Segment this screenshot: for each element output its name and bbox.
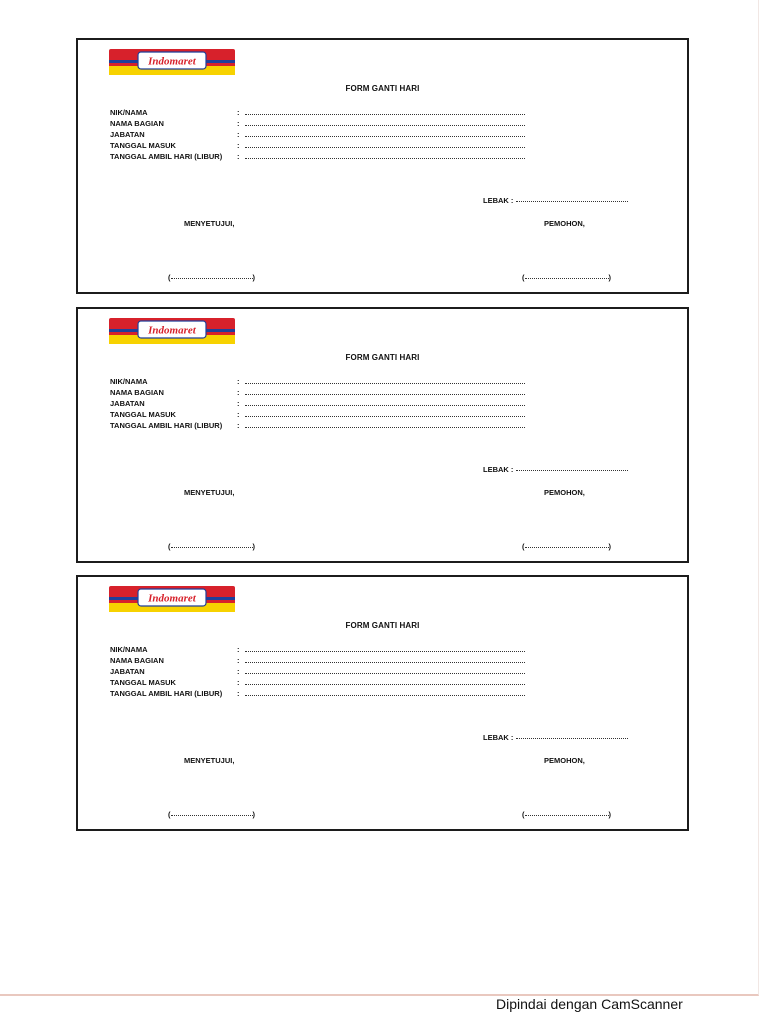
field-blank[interactable] xyxy=(245,651,525,652)
field-blank[interactable] xyxy=(245,673,525,674)
applicant-signature-line[interactable] xyxy=(522,273,611,282)
field-row xyxy=(110,118,540,129)
field-row xyxy=(110,129,540,140)
field-blank[interactable] xyxy=(245,114,525,115)
sig-open-paren: ( xyxy=(522,273,525,282)
sig-open-paren: ( xyxy=(168,810,171,819)
field-colon: : xyxy=(237,399,240,408)
place-date-blank[interactable] xyxy=(516,470,628,471)
field-colon: : xyxy=(237,645,240,654)
field-colon: : xyxy=(237,656,240,665)
applicant-label: PEMOHON, xyxy=(544,488,585,497)
approver-signature-line[interactable] xyxy=(168,273,255,282)
field-label: JABATAN xyxy=(110,130,145,139)
indomaret-logo-graphic xyxy=(109,49,235,75)
field-blank[interactable] xyxy=(245,695,525,696)
logo-text: Indomaret xyxy=(148,324,196,337)
indomaret-logo-graphic xyxy=(109,586,235,612)
signature-blank xyxy=(171,547,253,548)
applicant-signature-line[interactable] xyxy=(522,810,611,819)
field-row xyxy=(110,151,540,162)
field-colon: : xyxy=(237,119,240,128)
field-row xyxy=(110,420,540,431)
field-blank[interactable] xyxy=(245,416,525,417)
field-row xyxy=(110,409,540,420)
field-label: TANGGAL MASUK xyxy=(110,678,176,687)
signature-blank xyxy=(525,547,609,548)
form-title: FORM GANTI HARI xyxy=(345,621,420,630)
field-blank[interactable] xyxy=(245,383,525,384)
field-blank[interactable] xyxy=(245,147,525,148)
field-colon: : xyxy=(237,130,240,139)
field-label: NIK/NAMA xyxy=(110,377,148,386)
fields-block xyxy=(110,107,540,162)
field-colon: : xyxy=(237,108,240,117)
field-blank[interactable] xyxy=(245,136,525,137)
sig-close-paren: ) xyxy=(608,273,611,282)
approver-signature-line[interactable] xyxy=(168,542,255,551)
field-row xyxy=(110,387,540,398)
field-row xyxy=(110,666,540,677)
field-label: TANGGAL MASUK xyxy=(110,141,176,150)
ganti-hari-form-1 xyxy=(76,38,689,294)
field-row xyxy=(110,140,540,151)
field-row xyxy=(110,644,540,655)
place-label: LEBAK : xyxy=(483,196,514,205)
field-blank[interactable] xyxy=(245,427,525,428)
place-date-line xyxy=(483,733,628,742)
field-label: TANGGAL AMBIL HARI (LIBUR) xyxy=(110,689,223,698)
field-blank[interactable] xyxy=(245,684,525,685)
field-row xyxy=(110,376,540,387)
applicant-signature-line[interactable] xyxy=(522,542,611,551)
field-blank[interactable] xyxy=(245,405,525,406)
signature-blank xyxy=(171,815,253,816)
ganti-hari-form-2 xyxy=(76,307,689,563)
field-label: NAMA BAGIAN xyxy=(110,388,164,397)
indomaret-logo-graphic xyxy=(109,318,235,344)
field-colon: : xyxy=(237,410,240,419)
applicant-label: PEMOHON, xyxy=(544,756,585,765)
camscanner-watermark: Dipindai dengan CamScanner xyxy=(496,996,683,1012)
sig-close-paren: ) xyxy=(608,542,611,551)
indomaret-logo xyxy=(109,586,235,612)
field-row xyxy=(110,107,540,118)
field-label: TANGGAL MASUK xyxy=(110,410,176,419)
approver-signature-line[interactable] xyxy=(168,810,255,819)
field-colon: : xyxy=(237,421,240,430)
approver-label: MENYETUJUI, xyxy=(184,488,235,497)
field-label: TANGGAL AMBIL HARI (LIBUR) xyxy=(110,152,223,161)
field-label: NIK/NAMA xyxy=(110,645,148,654)
signature-blank xyxy=(525,278,609,279)
sig-open-paren: ( xyxy=(168,542,171,551)
approver-label: MENYETUJUI, xyxy=(184,219,235,228)
place-date-line xyxy=(483,196,628,205)
field-label: NIK/NAMA xyxy=(110,108,148,117)
field-colon: : xyxy=(237,377,240,386)
field-label: NAMA BAGIAN xyxy=(110,656,164,665)
form-title: FORM GANTI HARI xyxy=(345,84,420,93)
approver-label: MENYETUJUI, xyxy=(184,756,235,765)
logo-text: Indomaret xyxy=(148,55,196,68)
logo-text: Indomaret xyxy=(148,592,196,605)
field-colon: : xyxy=(237,152,240,161)
field-colon: : xyxy=(237,689,240,698)
indomaret-logo xyxy=(109,318,235,344)
field-label: TANGGAL AMBIL HARI (LIBUR) xyxy=(110,421,223,430)
field-blank[interactable] xyxy=(245,662,525,663)
applicant-label: PEMOHON, xyxy=(544,219,585,228)
field-colon: : xyxy=(237,678,240,687)
signature-blank xyxy=(171,278,253,279)
field-blank[interactable] xyxy=(245,158,525,159)
sig-close-paren: ) xyxy=(252,273,255,282)
field-label: NAMA BAGIAN xyxy=(110,119,164,128)
place-date-blank[interactable] xyxy=(516,738,628,739)
field-label: JABATAN xyxy=(110,399,145,408)
sig-close-paren: ) xyxy=(252,542,255,551)
fields-block xyxy=(110,376,540,431)
field-row xyxy=(110,655,540,666)
field-row xyxy=(110,688,540,699)
fields-block xyxy=(110,644,540,699)
place-date-line xyxy=(483,465,628,474)
sig-open-paren: ( xyxy=(522,810,525,819)
field-colon: : xyxy=(237,141,240,150)
sig-close-paren: ) xyxy=(608,810,611,819)
field-row xyxy=(110,398,540,409)
sig-open-paren: ( xyxy=(522,542,525,551)
form-title: FORM GANTI HARI xyxy=(345,353,420,362)
sig-close-paren: ) xyxy=(252,810,255,819)
ganti-hari-form-3 xyxy=(76,575,689,831)
place-label: LEBAK : xyxy=(483,465,514,474)
signature-blank xyxy=(525,815,609,816)
field-blank[interactable] xyxy=(245,125,525,126)
field-colon: : xyxy=(237,388,240,397)
field-label: JABATAN xyxy=(110,667,145,676)
indomaret-logo xyxy=(109,49,235,75)
sig-open-paren: ( xyxy=(168,273,171,282)
place-label: LEBAK : xyxy=(483,733,514,742)
place-date-blank[interactable] xyxy=(516,201,628,202)
field-colon: : xyxy=(237,667,240,676)
field-row xyxy=(110,677,540,688)
field-blank[interactable] xyxy=(245,394,525,395)
